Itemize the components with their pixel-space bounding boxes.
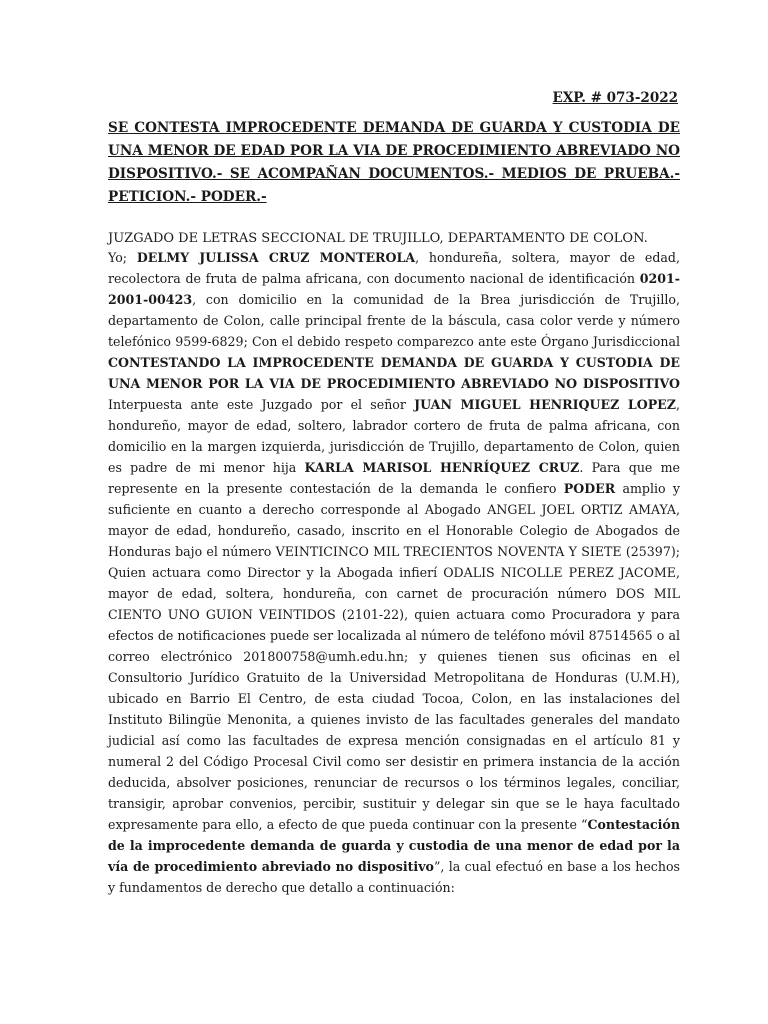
text-segment: amplio y suficiente en cuanto a derecho corresponde al Abogado ANGEL JOEL ORTIZ AMAYA, mayor de edad, hondureño, casado, inscrito en el Honorable Colegio de Abogados de Honduras bajo el número VEINTICINCO MIL TRECIENTOS NOVENTA Y SIETE (25397); Quien actuara como Director y la Abogada infierí ODALIS NICOLLE PEREZ JACOME, mayor de edad, soltera, hondureña, con carnet de procuración número DOS MIL CIENTO UNO GUION VEINTIDOS (2101-22), quien actuara como Procuradora y para efectos de notificaciones puede ser localizada al número de teléfono móvil 87514565 o al correo electrónico 201800758@umh.edu.hn; y quienes tienen sus oficinas en el Consultorio Jurídico Gratuito de la Universidad Metropolitana de Honduras (U.M.H), ubicado en Barrio El Centro, de esta ciudad Tocoa, Colon, en las instalaciones del Instituto Bilingüe Menonita, a quienes invisto de las facultades generales del mandato judicial así como las facultades de expresa mención consignadas en el artículo 81 y numeral 2 del Código Procesal Civil como ser desistir en primera instancia de la acción deducida, absolver posiciones, renunciar de recursos o los términos legales, conciliar, transigir, aprobar convenios, percibir, sustituir y delegar sin que se le haya facultado expresamente para ello, a efecto de que pueda continuar con la presente “ bbox=[108, 481, 680, 832]
id-number: 0201-2001-00423 bbox=[108, 271, 680, 307]
text-segment: Interpuesta ante este Juzgado por el señor bbox=[108, 397, 415, 412]
child-name: KARLA MARISOL HENRÍQUEZ CRUZ bbox=[304, 460, 580, 475]
text-segment: , hondureño, mayor de edad, soltero, labrador cortero de fruta de palma africana, con domicilio en la margen izquierda, jurisdicción de Trujillo, departamento de Colon, quien es padre de mi menor hija bbox=[108, 397, 680, 475]
text-segment: Yo; bbox=[108, 250, 137, 265]
text-segment: , hondureña, soltera, mayor de edad, recolectora de fruta de palma africana, con documento nacional de identificación bbox=[108, 250, 680, 286]
case-number: EXP. # 073-2022 bbox=[552, 90, 678, 106]
court-addressee: JUZGADO DE LETRAS SECCIONAL DE TRUJILLO, DEPARTAMENTO DE COLON. bbox=[108, 231, 648, 246]
text-segment: . Para que me represente en la presente contestación de la demanda le confiero bbox=[108, 460, 681, 496]
document-heading: SE CONTESTA IMPROCEDENTE DEMANDA DE GUARDA Y CUSTODIA DE UNA MENOR DE EDAD POR LA VIA DE PROCEDIMIENTO ABREVIADO NO DISPOSITIVO.- SE ACOMPAÑAN DOCUMENTOS.- MEDIOS DE PRUEBA.- PETICION.- PODER.- bbox=[108, 120, 680, 205]
opponent-name: JUAN MIGUEL HENRIQUEZ LOPEZ bbox=[414, 397, 676, 412]
text-segment: ”, la cual efectuó en base a los hechos y fundamentos de derecho que detallo a continuación: bbox=[108, 859, 680, 895]
text-segment: , con domicilio en la comunidad de la Brea jurisdicción de Trujillo, departamento de Colon, calle principal frente de la báscula, casa color verde y número telefónico 9599-6829; Con el debido respeto comparezco ante este Órgano Jurisdiccional bbox=[108, 292, 680, 349]
power-of-attorney: PODER bbox=[563, 481, 616, 496]
plaintiff-name: DELMY JULISSA CRUZ MONTEROLA bbox=[136, 250, 416, 265]
answer-title: Contestación de la improcedente demanda de guarda y custodia de una menor de edad por la vía de procedimiento abreviado no dispositivo bbox=[108, 817, 680, 874]
body-paragraph bbox=[108, 247, 680, 898]
claim-statement: CONTESTANDO LA IMPROCEDENTE DEMANDA DE GUARDA Y CUSTODIA DE UNA MENOR POR LA VIA DE PROCEDIMIENTO ABREVIADO NO DISPOSITIVO bbox=[108, 355, 680, 391]
